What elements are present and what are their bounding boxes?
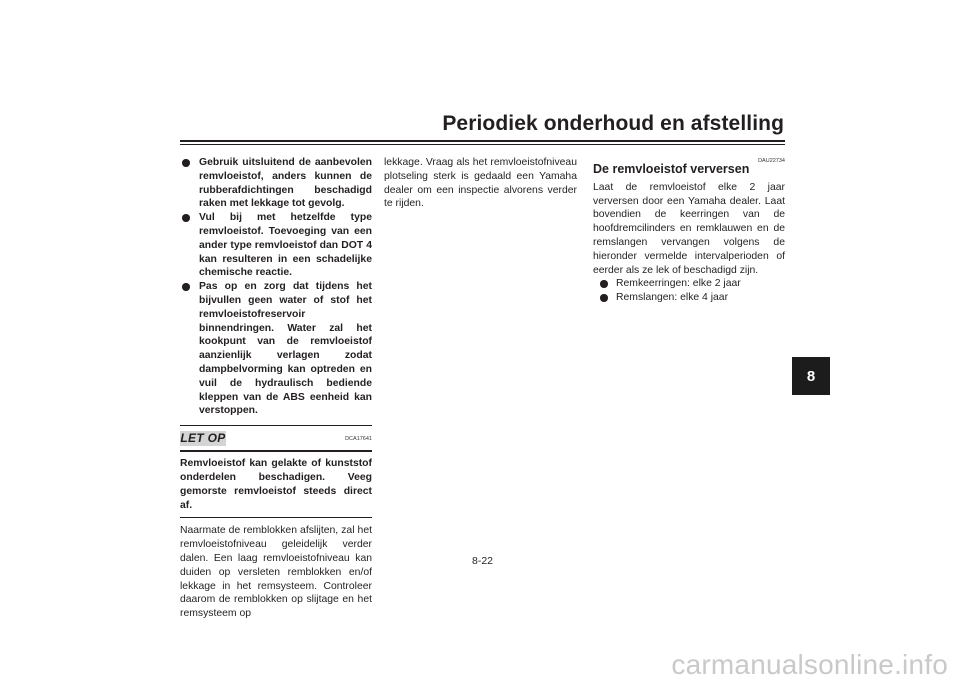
interval-bullet-item (598, 277, 785, 291)
bullet-dot-icon (600, 294, 608, 302)
notice-label: LET OP (180, 430, 226, 445)
warning-bullet-list (180, 156, 372, 418)
column-2 (384, 156, 577, 211)
body-paragraph: Naarmate de remblokken afslijten, zal het remvloeistofniveau geleidelijk verder dalen. Een laag remvloeistofniveau kan duiden op versleten remblokken en/of lekkage in het remsysteem. Controleer daarom de remblokken op slijtage en het remsysteem op (180, 525, 372, 620)
header-rule-thin (180, 144, 785, 145)
page-number: 8-22 (472, 555, 494, 567)
bullet-dot-icon (600, 280, 608, 288)
warning-bullet-item (180, 156, 372, 211)
warning-bullet-text: Gebruik uitsluitend de aanbevolen remvloeistof, anders kunnen de rubberafdichtingen beschadigd raken met lekkage tot gevolg. (199, 157, 372, 210)
notice-rule-mid (180, 450, 372, 452)
chapter-tab: 8 (792, 357, 830, 395)
bullet-dot-icon (182, 159, 190, 167)
column-3 (593, 156, 785, 305)
column-1 (180, 156, 372, 621)
warning-bullet-item (180, 211, 372, 280)
warning-bullet-text: Vul bij met hetzelfde type remvloeistof. Toevoeging van een ander type remvloeistof dan DOT 4 kan resulteren in een schadelijke chemische reactie. (199, 212, 372, 279)
interval-bullet-list (598, 277, 785, 305)
watermark-text: carmanualsonline.info (671, 649, 948, 678)
warning-bullet-text: Pas op en zorg dat tijdens het bijvullen geen water of stof het remvloeistofreservoir binnendringen. Water zal het kookpunt van de remvloeistof aanzienlijk verlagen zodat dampbelvorming kan optreden en vuil de hydraulisch bediende kleppen van de ABS eenheid kan verstoppen. (199, 281, 372, 417)
interval-bullet-text: Remkeerringen: elke 2 jaar (616, 278, 741, 290)
warning-bullet-item (180, 280, 372, 418)
section-code-row (593, 156, 785, 164)
body-paragraph: Laat de remvloeistof elke 2 jaar verversen door een Yamaha dealer. Laat bovendien de keerringen van de hoofdremcilinders en remklauwen en de remslangen vervangen volgens de hieronder vermelde intervalperioden of eerder als ze lek of beschadigd zijn. (593, 181, 785, 276)
notice-code: DCA17641 (345, 436, 372, 443)
interval-bullet-text: Remslangen: elke 4 jaar (616, 292, 729, 304)
interval-bullet-item (598, 291, 785, 305)
bullet-dot-icon (182, 283, 190, 291)
body-paragraph: lekkage. Vraag als het remvloeistofniveau plotseling sterk is gedaald een Yamaha dealer om een inspectie alvorens verder te rijden. (384, 157, 577, 210)
page-title: Periodiek onderhoud en afstelling (442, 112, 784, 135)
notice-box (180, 425, 372, 518)
notice-rule-bottom (180, 517, 372, 518)
notice-header (180, 426, 372, 450)
section-title: De remvloeistof verversen (593, 162, 750, 176)
section-code: DAU22734 (758, 158, 785, 164)
notice-text: Remvloeistof kan gelakte of kunststof onderdelen beschadigen. Veeg gemorste remvloeistof steeds direct af. (180, 458, 372, 511)
bullet-dot-icon (182, 214, 190, 222)
header-rule (180, 140, 785, 142)
